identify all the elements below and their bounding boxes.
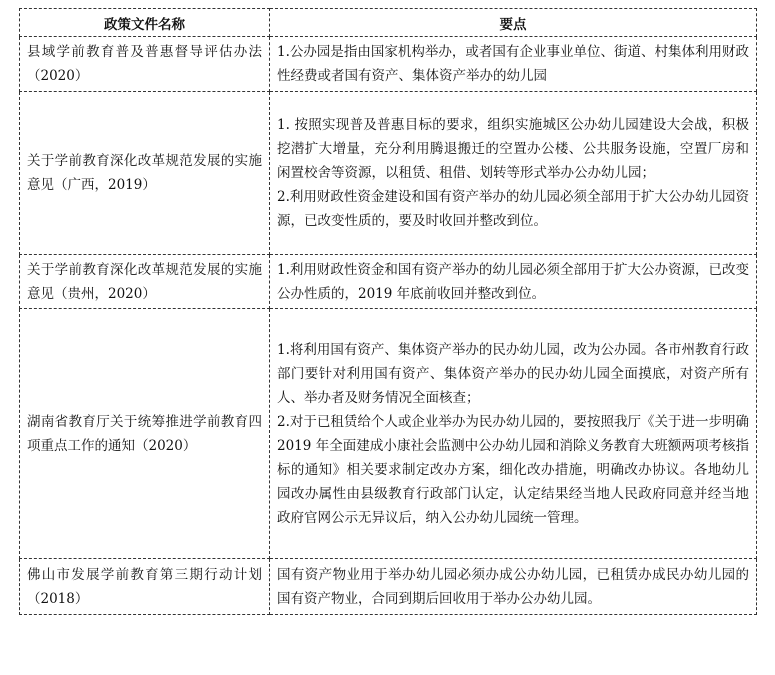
key-point: 1. 按照实现普及普惠目标的要求，组织实施城区公办幼儿园建设大会战，积极挖潜扩大增量，充分利用腾退搬迁的空置办公楼、公共服务设施，空置厂房和闲置校舍等资源，以租赁、租借、划转等形式举办公办幼儿园； [277, 117, 749, 181]
key-points-cell [270, 255, 757, 309]
key-points-cell [270, 559, 757, 615]
policy-name-cell: 县域学前教育普及普惠督导评估办法（2020） [20, 37, 270, 92]
key-points-cell [270, 309, 757, 559]
key-point: 2.利用财政性资金建设和国有资产举办的幼儿园必须全部用于扩大公办幼儿园资源，已改变性质的，要及时收回并整改到位。 [277, 189, 749, 229]
key-point: 1.公办园是指由国家机构举办，或者国有企业事业单位、街道、村集体利用财政性经费或者国有资产、集体资产举办的幼儿园 [277, 44, 749, 84]
key-point: 国有资产物业用于举办幼儿园必须办成公办幼儿园，已租赁办成民办幼儿园的国有资产物业，合同到期后回收用于举办公办幼儿园。 [277, 566, 749, 607]
policy-name-cell: 佛山市发展学前教育第三期行动计划（2018） [20, 559, 270, 615]
key-point: 1.将利用国有资产、集体资产举办的民办幼儿园，改为公办园。各市州教育行政部门要针对利用国有资产、集体资产举办的民办幼儿园全面摸底，对资产所有人、举办者及财务情况全面核查； [277, 341, 749, 406]
table-row [20, 559, 757, 615]
policy-name-cell: 关于学前教育深化改革规范发展的实施意见（贵州，2020） [20, 255, 270, 309]
header-policy-name: 政策文件名称 [20, 9, 270, 37]
header-key-points: 要点 [270, 9, 757, 37]
table-row [20, 37, 757, 92]
table-header-row [20, 9, 757, 37]
table-row [20, 309, 757, 559]
policy-table [19, 8, 757, 615]
key-point: 1.利用财政性资金和国有资产举办的幼儿园必须全部用于扩大公办资源，已改变公办性质的，2019 年底前收回并整改到位。 [277, 261, 749, 302]
policy-name-cell: 湖南省教育厅关于统筹推进学前教育四项重点工作的通知（2020） [20, 309, 270, 559]
key-point: 2.对于已租赁给个人或企业举办为民办幼儿园的，要按照我厅《关于进一步明确 2019 年全面建成小康社会监测中公办幼儿园和消除义务教育大班额两项考核指标的通知》相关要求制定改办方案，细化改办措施，明确改办协议。各地幼儿园改办属性由县级教育行政部门认定，认定结果经当地人民政府同意并经当地政府官网公示无异议后，纳入公办幼儿园统一管理。 [277, 413, 749, 526]
policy-name-cell: 关于学前教育深化改革规范发展的实施意见（广西，2019） [20, 92, 270, 255]
key-points-cell [270, 37, 757, 92]
table-row [20, 255, 757, 309]
table-row [20, 92, 757, 255]
key-points-cell [270, 92, 757, 255]
